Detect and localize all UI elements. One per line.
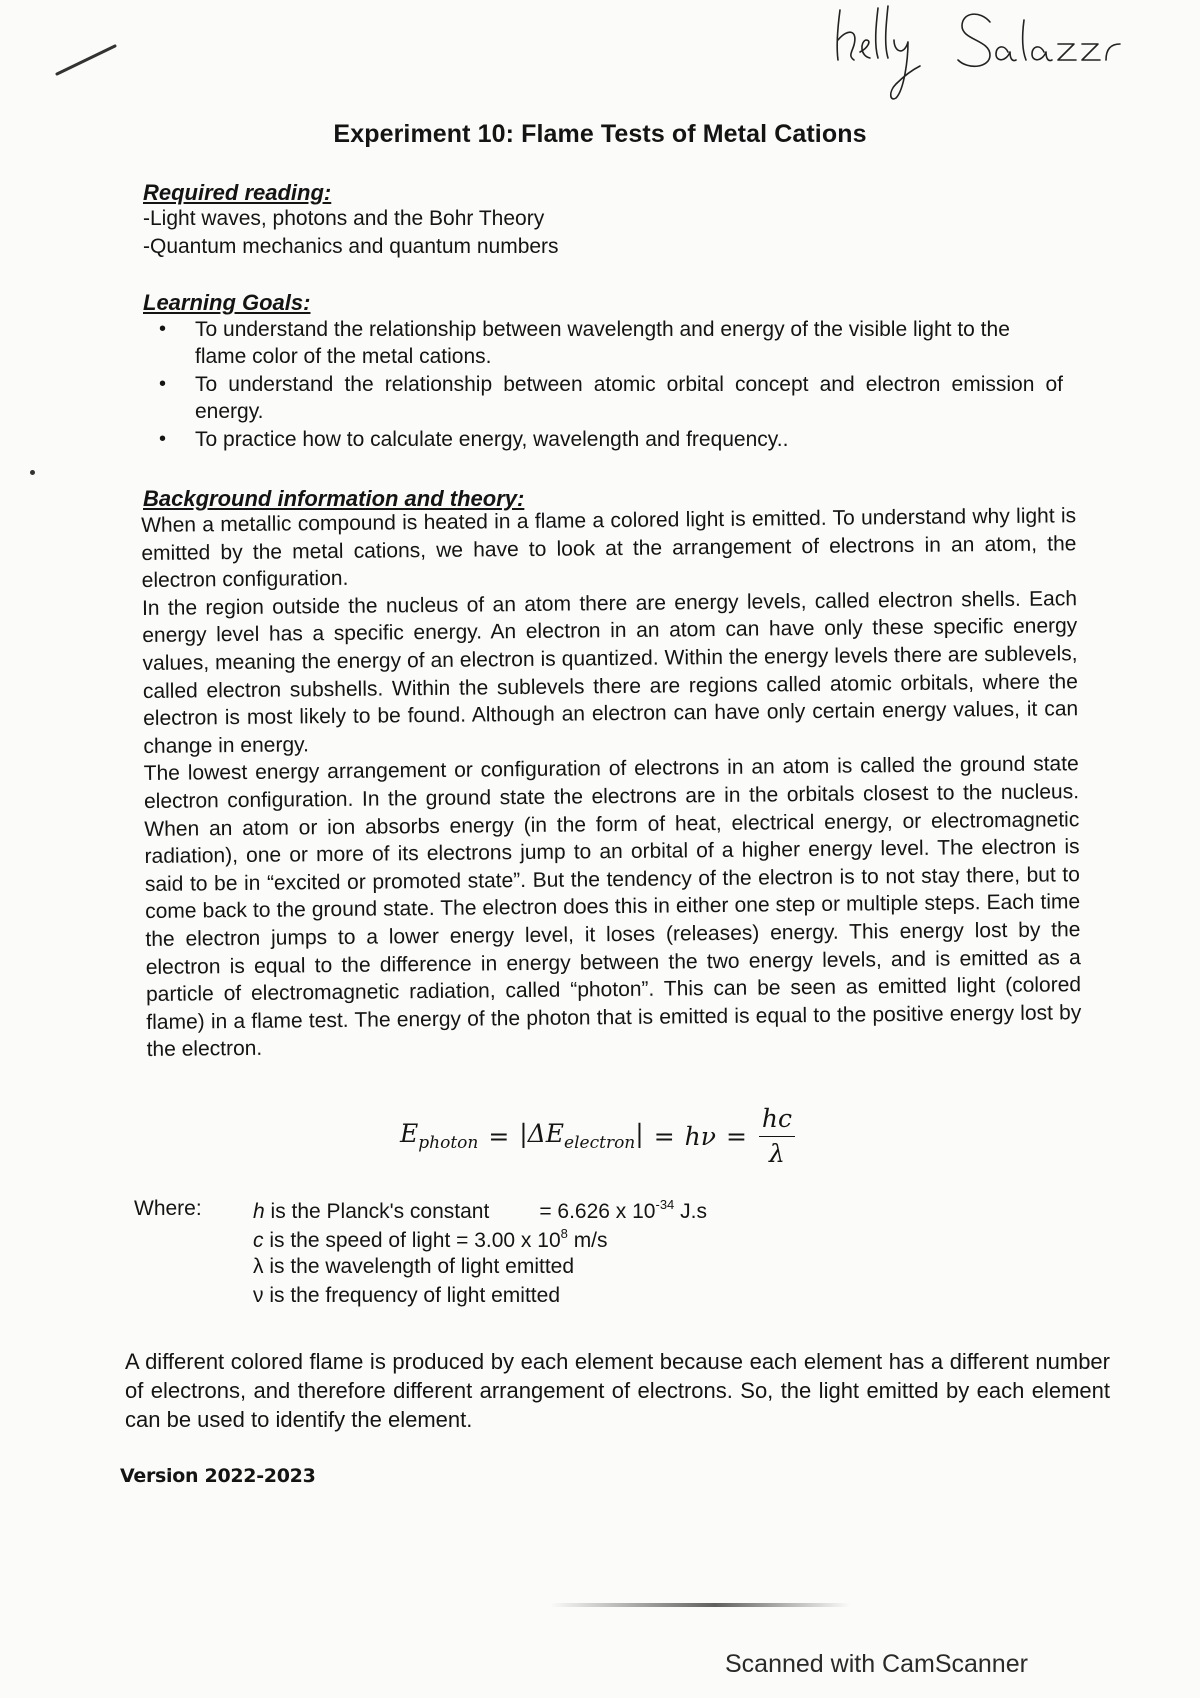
- learning-goal-text: To understand the relationship between atomic orbital concept and electron emission of energy.: [195, 373, 1063, 423]
- background-paragraph: When a metallic compound is heated in a flame a colored light is emitted. To understand why light is emitted by the metal cations, we have to look at the arrangement of electrons in an atom, the electron configuration.: [141, 504, 1077, 593]
- fraction-denominator: λ: [769, 1139, 785, 1168]
- learning-goal-item: [143, 371, 1063, 425]
- camscanner-watermark: Scanned with CamScanner: [725, 1650, 1028, 1678]
- background-heading: Background information and theory:: [143, 486, 525, 511]
- required-reading-item: -Quantum mechanics and quantum numbers: [143, 235, 559, 258]
- photon-energy-equation: [400, 1096, 795, 1176]
- bullet-icon: •: [159, 428, 167, 450]
- required-reading-heading: Required reading:: [143, 180, 332, 205]
- definition-wavelength: λ is the wavelength of light emitted: [253, 1255, 575, 1278]
- bullet-icon: •: [159, 373, 167, 395]
- equation-equals: =: [488, 1121, 510, 1151]
- version-label: Version 2022-2023: [120, 1465, 316, 1487]
- scan-smudge: [550, 1603, 850, 1607]
- equation-term: $|\Delta E_{electron}|$: [519, 1119, 644, 1153]
- learning-goal-text: To understand the relationship between wavelength and energy of the visible light to the flame color of the metal cations.: [195, 318, 1010, 368]
- equation-term: $E_{photon}$: [400, 1119, 479, 1153]
- required-reading-item: -Light waves, photons and the Bohr Theory: [143, 207, 545, 230]
- bullet-icon: •: [159, 318, 167, 340]
- closing-paragraph: A different colored flame is produced by each element because each element has a different number of electrons, and therefore different arrangement of electrons. So, the light emitted by each element can be used to identify the element.: [125, 1349, 1110, 1432]
- handwritten-signature: [830, 0, 1190, 120]
- learning-goals-list: [143, 316, 1063, 454]
- equation-term: hν: [684, 1121, 716, 1151]
- background-body: [141, 502, 1082, 1064]
- definition-frequency: ν is the frequency of light emitted: [253, 1284, 560, 1307]
- background-paragraph: In the region outside the nucleus of an atom there are energy levels, called electron shells. Each energy level has a specific energy. An electron in an atom can have only these specific energy values, meaning the energy of an electron is quantized. Within the energy levels there are sublevels, called electron subshells. Within the sublevels there are regions called atomic orbitals, where the electron is most likely to be found. Although an electron can have only certain energy values, it can change in energy.: [141, 586, 1079, 758]
- fraction-numerator: hc: [759, 1104, 795, 1137]
- where-label: Where:: [134, 1197, 202, 1220]
- pen-mark: [55, 40, 125, 80]
- background-paragraph: The lowest energy arrangement or configuration of electrons in an atom is called the ground state electron configuration. In the ground state the electrons are in the orbitals closest to the nucleus. When an atom or ion absorbs energy (in the form of heat, electrical energy, or electromagnetic radiation), one or more of its electrons jump to an orbital of a higher energy level. The electron is said to be in “excited or promoted state”. But the tendency of the electron is to not stay there, but to come back to the ground state. The electron does this in either one step or multiple steps. Each time the electron jumps to a lower energy level, it loses (releases) energy. This energy lost by the electron is equal to the difference in energy between the two energy levels, and is emitted as a particle of electromagnetic radiation, called “photon”. This can be seen as emitted light (colored flame) in a flame test. The energy of the photon that is emitted is equal to the positive energy lost by the electron.: [143, 752, 1082, 1062]
- definition-planck: h is the Planck's constant = 6.626 x $10^{-34}$ J.s: [253, 1197, 707, 1223]
- equation-fraction: [759, 1104, 795, 1168]
- page-title: Experiment 10: Flame Tests of Metal Cations: [333, 120, 867, 148]
- learning-goal-item: [143, 316, 1063, 370]
- learning-goal-text: To practice how to calculate energy, wavelength and frequency..: [195, 428, 789, 451]
- learning-goal-item: [143, 426, 1063, 453]
- definition-speed-of-light: c is the speed of light = 3.00 x $10^8$ m/s: [253, 1226, 608, 1252]
- learning-goals-heading: Learning Goals:: [143, 290, 311, 315]
- equation-equals: =: [725, 1121, 747, 1151]
- stray-dot: [30, 470, 35, 475]
- equation-equals: =: [653, 1121, 675, 1151]
